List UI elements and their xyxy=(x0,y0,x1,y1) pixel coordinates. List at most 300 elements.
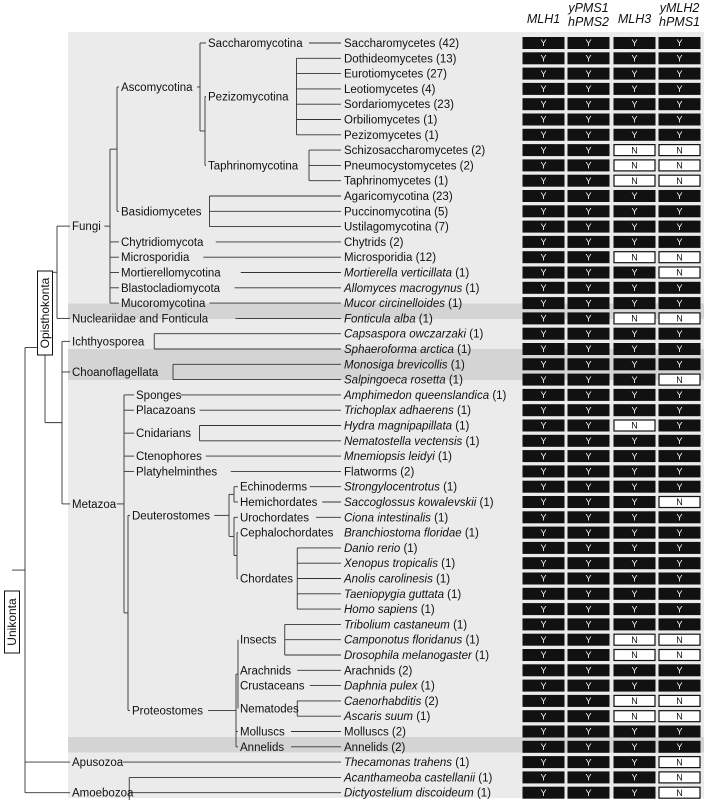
gene-cell-label: Y xyxy=(585,145,592,156)
gene-cell-label: Y xyxy=(540,634,547,645)
leaf-count: (1) xyxy=(452,757,470,770)
gene-cell-label: Y xyxy=(540,573,547,584)
gene-cell-label: Y xyxy=(585,175,592,186)
leaf-count: (1) xyxy=(471,650,490,662)
gene-cell-label: Y xyxy=(585,283,592,293)
gene-cell-label: Y xyxy=(540,405,547,416)
gene-cell-label: N xyxy=(631,252,638,263)
gene-cell-label: Y xyxy=(585,619,592,630)
gene-cell-label: Y xyxy=(540,359,547,370)
leaf-name: Sphaeroforma arctica xyxy=(344,344,454,356)
gene-cell-label: Y xyxy=(631,787,638,798)
gene-cell-label: Y xyxy=(585,191,592,202)
gene-cell-label: Y xyxy=(676,543,683,554)
leaf-name: Puccinomycotina (5) xyxy=(344,206,449,219)
gene-cell-label: Y xyxy=(631,481,638,492)
group-label-opisthokonta: Opisthokonta xyxy=(38,277,52,349)
leaf-label xyxy=(344,421,469,433)
gene-cell-label: N xyxy=(631,650,638,661)
clade-label-saccharomycotina: Saccharomycotina xyxy=(208,38,303,50)
gene-cell-label: Y xyxy=(585,665,592,676)
clade-label-placazoans: Placazoans xyxy=(136,405,196,418)
gene-cell-label: Y xyxy=(540,650,547,661)
leaf-name: Monosiga brevicollis xyxy=(344,359,448,372)
leaf-name: Dothideomycetes (13) xyxy=(344,53,457,66)
clade-label-choanoflagellata: Choanoflagellata xyxy=(72,366,159,379)
leaf-name: Ustilagomycotina (7) xyxy=(344,221,449,234)
gene-cell-label: Y xyxy=(585,696,592,707)
leaf-name: Allomyces macrogynus xyxy=(344,282,463,295)
gene-cell-label: Y xyxy=(631,680,638,691)
gene-cell-label: Y xyxy=(676,466,683,477)
gene-cell-label: Y xyxy=(631,237,638,248)
gene-cell-label: Y xyxy=(585,512,592,523)
gene-cell-label: Y xyxy=(540,420,547,431)
leaf-count: (1) xyxy=(452,267,470,280)
leaf-count: (1) xyxy=(417,680,435,693)
gene-cell-label: N xyxy=(676,175,683,186)
gene-cell-label: Y xyxy=(540,313,547,324)
gene-cell-label: N xyxy=(631,145,638,156)
gene-cell-label: Y xyxy=(585,757,592,768)
gene-cell-label: Y xyxy=(676,206,683,217)
gene-header-2-0: MLH3 xyxy=(617,12,652,26)
leaf-name: Schizosaccharomycetes (2) xyxy=(344,145,486,158)
leaf-label xyxy=(344,237,404,249)
gene-cell-label: Y xyxy=(540,114,547,125)
leaf-label xyxy=(344,497,494,509)
gene-cell-label: Y xyxy=(585,267,592,278)
clade-label-arachnids: Arachnids xyxy=(240,665,292,678)
gene-cell-label: Y xyxy=(631,512,638,523)
leaf-label xyxy=(344,38,459,50)
gene-cell-label: Y xyxy=(585,221,592,232)
gene-cell-label: Y xyxy=(631,405,638,416)
clade-label-urochordates: Urochordates xyxy=(240,512,310,525)
gene-header-row xyxy=(527,1,700,29)
gene-cell-label: Y xyxy=(585,390,592,401)
gene-cell-label: Y xyxy=(585,130,592,140)
clade-label-crustaceans: Crustaceans xyxy=(240,680,305,693)
leaf-count: (1) xyxy=(417,604,435,617)
gene-cell-label: Y xyxy=(676,436,683,446)
leaf-label xyxy=(344,589,461,601)
clade-label-taphrinomycotina: Taphrinomycotina xyxy=(208,160,299,173)
clade-label-apusozoa: Apusozoa xyxy=(72,757,124,770)
gene-cell-label: Y xyxy=(540,680,547,691)
clade-label-molluscs: Molluscs xyxy=(240,726,285,739)
leaf-name: Taphrinomycetes (1) xyxy=(344,175,449,188)
clade-label-mucoromycotina: Mucoromycotina xyxy=(121,298,206,311)
leaf-count: (1) xyxy=(415,313,433,326)
gene-cell-label: Y xyxy=(585,206,592,217)
gene-cell-label: Y xyxy=(676,328,683,339)
group-label-unikonta: Unikonta xyxy=(5,598,19,646)
gene-cell-label: N xyxy=(631,313,638,324)
leaf-label xyxy=(344,99,454,111)
group-labels xyxy=(5,271,53,653)
gene-cell-label: Y xyxy=(540,99,547,110)
gene-cell-label: Y xyxy=(540,84,547,95)
gene-cell-label: Y xyxy=(676,680,683,691)
gene-cell-label: Y xyxy=(631,191,638,202)
gene-cell-label: Y xyxy=(585,405,592,416)
gene-cell-label: Y xyxy=(631,451,638,462)
gene-cell-label: Y xyxy=(631,543,638,554)
clade-label-cnidarians: Cnidarians xyxy=(136,428,191,441)
gene-cell-label: Y xyxy=(631,589,638,599)
leaf-count: (1) xyxy=(462,435,480,448)
gene-cell-label: Y xyxy=(540,604,547,615)
gene-cell-label: Y xyxy=(585,298,592,309)
gene-cell-label: Y xyxy=(585,543,592,554)
gene-cell-label: Y xyxy=(676,53,683,64)
gene-cell-label: N xyxy=(631,175,638,186)
gene-cell-label: Y xyxy=(540,374,547,385)
gene-cell-label: Y xyxy=(585,527,592,538)
gene-cell-label: Y xyxy=(540,283,547,293)
gene-cell-label: Y xyxy=(676,38,683,49)
gene-cell-label: Y xyxy=(585,558,592,569)
leaf-name: Molluscs (2) xyxy=(344,726,406,739)
clade-label-hemichordates: Hemichordates xyxy=(240,497,318,509)
gene-cell-label: Y xyxy=(540,328,547,339)
leaf-label xyxy=(344,635,480,647)
leaf-name: Mnemiopsis leidyi xyxy=(344,451,435,464)
gene-cell-label: Y xyxy=(631,267,638,278)
leaf-name: Amphimedon queenslandica xyxy=(344,389,490,402)
gene-cell-label: N xyxy=(676,650,683,661)
leaf-name: Caenorhabditis xyxy=(344,695,422,708)
leaf-name: Saccoglossus kowalevskii xyxy=(344,497,477,509)
leaf-name: Tribolium castaneum xyxy=(344,619,450,632)
leaf-name: Anolis carolinesis xyxy=(344,573,433,586)
gene-cell-label: Y xyxy=(540,191,547,202)
gene-cell-label: N xyxy=(676,772,683,783)
leaf-label xyxy=(344,222,449,234)
leaf-label xyxy=(344,344,471,356)
leaf-name: Fonticula alba xyxy=(344,313,416,326)
gene-cell-label: Y xyxy=(540,543,547,554)
leaf-name: Annelids (2) xyxy=(344,741,406,754)
gene-cell-label: Y xyxy=(676,191,683,202)
gene-cell-label: N xyxy=(676,757,683,768)
gene-cell-label: Y xyxy=(676,99,683,110)
gene-cell-label: Y xyxy=(585,328,592,339)
gene-cell-label: Y xyxy=(540,206,547,217)
leaf-label xyxy=(344,359,465,371)
gene-cell-label: Y xyxy=(631,206,638,217)
gene-cell-label: Y xyxy=(631,221,638,232)
gene-cell-label: Y xyxy=(585,114,592,125)
leaf-label xyxy=(344,375,463,387)
gene-cell-label: Y xyxy=(585,589,592,599)
gene-cell-label: Y xyxy=(676,451,683,462)
leaf-name: Strongylocentrotus xyxy=(344,481,440,494)
gene-header-1-1: hPMS2 xyxy=(568,15,609,29)
gene-cell-label: Y xyxy=(631,573,638,584)
leaf-name: Taeniopygia guttata xyxy=(344,588,444,601)
gene-cell-label: N xyxy=(676,711,683,722)
gene-cell-label: Y xyxy=(631,53,638,64)
leaf-label xyxy=(344,681,435,693)
clade-label-ascomycotina: Ascomycotina xyxy=(121,81,193,94)
gene-cell-label: Y xyxy=(540,160,547,171)
leaf-label xyxy=(344,130,439,142)
gene-cell-label: Y xyxy=(631,558,638,569)
clade-label-blastocladiomycota: Blastocladiomycota xyxy=(121,282,221,295)
leaf-name: Pneumocystomycetes (2) xyxy=(344,160,474,173)
leaf-label xyxy=(344,451,452,463)
leaf-label xyxy=(344,53,457,65)
gene-cell-label: N xyxy=(676,145,683,156)
leaf-name: Ciona intestinalis xyxy=(344,512,431,525)
clade-label-sponges: Sponges xyxy=(136,389,182,402)
gene-cell-label: Y xyxy=(585,481,592,492)
leaf-name: Pezizomycetes (1) xyxy=(344,129,439,142)
gene-cell-label: N xyxy=(631,160,638,171)
gene-cell-label: Y xyxy=(540,696,547,707)
leaf-count: (1) xyxy=(432,573,451,586)
gene-cell-label: Y xyxy=(631,84,638,95)
gene-cell-label: Y xyxy=(631,298,638,309)
gene-cell-label: Y xyxy=(540,497,547,508)
leaf-name: Mucor circinelloides xyxy=(344,298,445,311)
gene-cell-label: Y xyxy=(585,436,592,446)
leaf-count: (1) xyxy=(461,527,479,540)
gene-cell-label: Y xyxy=(585,68,592,79)
leaf-count: (1) xyxy=(447,359,465,372)
clade-label-fungi: Fungi xyxy=(72,221,101,234)
leaf-name: Daphnia pulex xyxy=(344,680,418,693)
leaf-name: Branchiostoma floridae xyxy=(344,527,462,540)
gene-cell-label: Y xyxy=(676,665,683,676)
gene-cell-label: Y xyxy=(585,344,592,355)
leaf-label xyxy=(344,329,484,341)
gene-cell-label: Y xyxy=(540,451,547,462)
gene-cell-label: N xyxy=(676,374,683,385)
gene-cell-label: Y xyxy=(631,374,638,385)
leaf-label xyxy=(344,466,414,478)
gene-cell-label: Y xyxy=(676,344,683,355)
gene-cell-label: Y xyxy=(585,38,592,49)
leaf-label xyxy=(344,436,480,448)
gene-cell-label: Y xyxy=(585,726,592,737)
leaf-count: (1) xyxy=(452,420,470,433)
gene-cell-label: N xyxy=(676,634,683,645)
gene-cell-label: Y xyxy=(676,481,683,492)
gene-cell-label: Y xyxy=(540,558,547,569)
leaf-label xyxy=(344,727,406,739)
gene-cell-label: Y xyxy=(631,328,638,339)
gene-cell-label: Y xyxy=(585,99,592,110)
gene-cell-label: Y xyxy=(631,604,638,615)
leaf-label xyxy=(344,160,474,172)
gene-cell-label: Y xyxy=(585,497,592,508)
leaf-label xyxy=(344,268,469,280)
leaf-name: Acanthameoba castellanii xyxy=(344,772,476,785)
gene-cell-label: Y xyxy=(585,466,592,477)
clade-label-mortierellomycotina: Mortierellomycotina xyxy=(121,267,221,280)
gene-cell-label: Y xyxy=(631,742,638,752)
leaf-count: (1) xyxy=(439,481,458,494)
leaf-label xyxy=(343,574,450,586)
gene-cell-label: Y xyxy=(585,53,592,64)
gene-cell-label: N xyxy=(631,634,638,645)
gene-cell-label: Y xyxy=(631,619,638,630)
leaf-count: (1) xyxy=(453,344,472,356)
gene-cell-label: Y xyxy=(585,374,592,385)
leaf-name: Xenopus tropicalis xyxy=(344,558,438,571)
leaf-count: (1) xyxy=(489,389,507,402)
gene-cell-label: Y xyxy=(676,420,683,431)
clade-label-insects: Insects xyxy=(240,634,277,647)
leaf-count: (1) xyxy=(473,787,491,800)
gene-cell-label: Y xyxy=(540,512,547,523)
gene-cell-label: Y xyxy=(585,650,592,661)
leaf-name: Salpingoeca rosetta xyxy=(344,374,446,387)
leaf-name: Drosophila melanogaster xyxy=(344,650,472,662)
gene-cell-label: Y xyxy=(585,84,592,95)
leaf-label xyxy=(344,206,448,218)
gene-cell-label: N xyxy=(631,696,638,707)
gene-cell-label: Y xyxy=(676,726,683,737)
gene-cell-label: Y xyxy=(540,772,547,783)
leaf-label xyxy=(343,283,480,295)
gene-cell-label: Y xyxy=(585,772,592,783)
leaf-count: (1) xyxy=(449,619,468,632)
gene-cell-label: Y xyxy=(676,558,683,569)
gene-cell-label: Y xyxy=(540,145,547,156)
clade-label-metazoa: Metazoa xyxy=(72,498,117,511)
gene-cell-label: Y xyxy=(585,237,592,248)
gene-cell-label: Y xyxy=(540,390,547,401)
clade-label-ctenophores: Ctenophores xyxy=(136,451,202,464)
gene-cell-label: Y xyxy=(631,344,638,355)
leaf-count: (1) xyxy=(437,558,456,571)
gene-cell-label: Y xyxy=(676,221,683,232)
leaf-label xyxy=(343,390,507,402)
gene-cell-label: N xyxy=(631,711,638,722)
gene-cell-label: Y xyxy=(676,573,683,584)
leaf-name: Dictyostelium discoideum xyxy=(344,787,474,800)
gene-cell-label: Y xyxy=(540,787,547,798)
clade-label-ichthyosporea: Ichthyosporea xyxy=(72,336,145,349)
leaf-count: (1) xyxy=(462,282,480,295)
gene-cell-label: Y xyxy=(540,726,547,737)
gene-cell-label: Y xyxy=(540,298,547,309)
gene-cell-label: Y xyxy=(540,481,547,492)
gene-cell-label: Y xyxy=(585,313,592,324)
leaf-label xyxy=(344,298,462,310)
gene-header-1-0: yPMS1 xyxy=(568,1,609,15)
gene-cell-label: Y xyxy=(540,344,547,355)
gene-cell-label: Y xyxy=(540,252,547,263)
leaf-label xyxy=(344,512,448,524)
clade-label-proteostomes: Proteostomes xyxy=(132,705,203,718)
gene-cell-label: Y xyxy=(631,726,638,737)
leaf-label xyxy=(344,115,437,127)
gene-cell-label: Y xyxy=(631,68,638,79)
leaf-label xyxy=(344,482,457,494)
leaf-label xyxy=(344,528,479,540)
gene-cell-label: Y xyxy=(631,665,638,676)
clade-label-echinoderms: Echinoderms xyxy=(240,481,308,494)
leaf-count: (1) xyxy=(413,711,431,724)
gene-cell-label: Y xyxy=(676,619,683,630)
gene-cell-label: Y xyxy=(676,589,683,599)
leaf-name: Sordariomycetes (23) xyxy=(344,99,454,112)
gene-cell-label: Y xyxy=(676,405,683,416)
leaf-name: Nematostella vectensis xyxy=(344,435,463,448)
gene-cell-label: Y xyxy=(631,757,638,768)
gene-cell-label: Y xyxy=(676,84,683,95)
gene-cell-label: Y xyxy=(676,114,683,125)
clade-label-microsporidia: Microsporidia xyxy=(121,252,190,265)
gene-cell-label: Y xyxy=(540,757,547,768)
gene-cell-label: Y xyxy=(676,742,683,752)
leaf-name: Ascaris suum xyxy=(344,711,414,724)
leaf-name: Trichoplax adhaerens xyxy=(344,405,454,418)
gene-cell-label: Y xyxy=(540,68,547,79)
gene-cell-label: Y xyxy=(631,772,638,783)
leaf-name: Homo sapiens xyxy=(344,604,418,617)
leaf-count: (2) xyxy=(421,695,439,708)
gene-cell-label: Y xyxy=(585,742,592,752)
leaf-label xyxy=(344,619,467,631)
gene-cell-label: Y xyxy=(540,175,547,186)
clade-label-platyhelminthes: Platyhelminthes xyxy=(136,466,218,479)
leaf-label xyxy=(344,176,448,188)
gene-cell-label: Y xyxy=(540,711,547,722)
gene-cell-label: Y xyxy=(631,527,638,538)
leaf-label xyxy=(343,772,492,784)
gene-cell-label: Y xyxy=(540,38,547,49)
leaf-name: Flatworms (2) xyxy=(344,466,415,479)
clade-label-nucleariidae: Nucleariidae and Fonticula xyxy=(72,313,209,326)
leaf-count: (1) xyxy=(400,542,418,555)
gene-header-3-0: yMLH2 xyxy=(659,1,700,15)
gene-cell-label: Y xyxy=(631,114,638,125)
leaf-count: (1) xyxy=(466,328,484,341)
gene-cell-label: Y xyxy=(540,619,547,630)
leaf-name: Chytrids (2) xyxy=(344,236,404,249)
clade-label-annelids: Annelids xyxy=(240,741,285,754)
leaf-label xyxy=(343,558,455,570)
gene-header-0-0: MLH1 xyxy=(526,12,561,26)
gene-cell-label: Y xyxy=(540,130,547,140)
gene-cell-label: Y xyxy=(676,390,683,401)
leaf-label xyxy=(344,313,433,325)
clade-label-deuterostomes: Deuterostomes xyxy=(132,510,210,523)
leaf-count: (1) xyxy=(434,451,453,464)
leaf-label xyxy=(344,604,435,616)
gene-cell-label: Y xyxy=(585,573,592,584)
clade-label-chordates: Chordates xyxy=(240,573,294,586)
leaf-label xyxy=(344,742,406,754)
gene-cell-label: Y xyxy=(540,665,547,676)
leaf-count: (1) xyxy=(443,588,462,601)
clade-label-basidiomycetes: Basidiomycetes xyxy=(121,206,202,219)
gene-cell-label: Y xyxy=(631,359,638,370)
leaf-name: Saccharomycetes (42) xyxy=(344,38,460,50)
leaf-label xyxy=(344,665,413,677)
gene-cell-label: Y xyxy=(540,436,547,446)
gene-cell-label: N xyxy=(676,313,683,324)
gene-cell-label: Y xyxy=(540,53,547,64)
leaf-label xyxy=(344,757,469,769)
leaf-name: Eurotiomycetes (27) xyxy=(344,68,447,81)
